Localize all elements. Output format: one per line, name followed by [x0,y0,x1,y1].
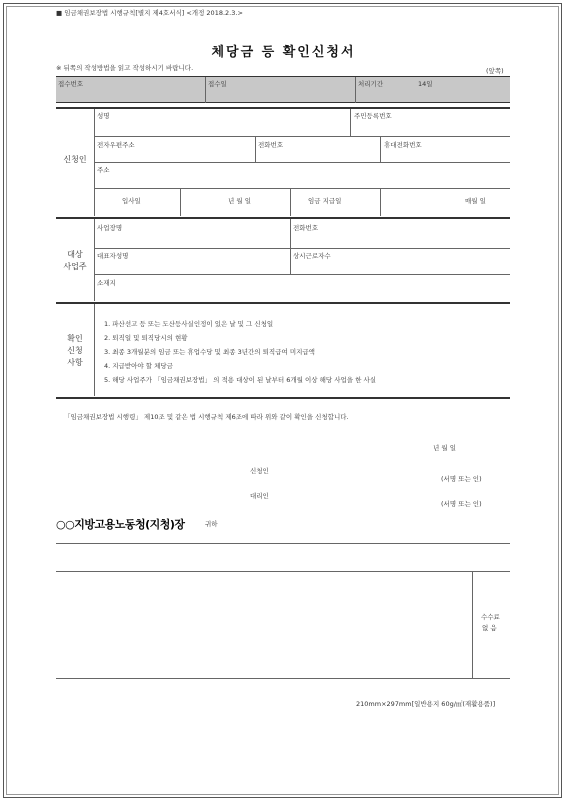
fee-value: 없 음 [482,624,497,632]
employer-phone-label: 전화번호 [293,224,319,232]
confirm-item: 2. 퇴직일 및 퇴직당시의 현황 [104,334,188,342]
form-reference: ■ 임금채권보장법 시행규칙[별지 제4호서식] <개정 2018.2.3.> [56,9,243,17]
confirm-section-label-1: 확인 [67,334,83,343]
confirm-section-label-3: 사항 [67,358,83,367]
agent-sign-label: 대리인 [250,492,269,500]
receipt-bar [56,76,510,103]
resident-id-label: 주민등록번호 [354,112,392,120]
email-label: 전자우편주소 [97,141,135,149]
confirm-item: 1. 파산선고 등 또는 도산등사실인정이 있은 날 및 그 신청일 [104,320,274,328]
confirm-item: 5. 해당 사업주가 「임금채권보장법」 의 적용 대상이 된 날부터 6개월 이상 해당 사업을 한 사실 [104,376,377,384]
form-title: 체당금 등 확인신청서 [211,45,356,60]
phone-label: 전화번호 [258,141,284,149]
receipt-number-label: 접수번호 [58,80,84,88]
instruction-note: ※ 뒤쪽의 작성방법을 읽고 작성하시기 바랍니다. [56,64,194,72]
receipt-date-label: 접수일 [208,80,227,88]
business-name-label: 사업장명 [97,224,123,232]
applicant-sign-label: 신청인 [250,467,269,475]
processing-period-label: 처리기간 [358,80,384,88]
mobile-label: 휴대전화번호 [384,141,422,149]
confirm-item: 4. 지급받아야 할 체당금 [104,362,173,370]
fee-label: 수수료 [481,613,500,621]
location-label: 소재지 [97,279,116,287]
employer-section-label-2: 사업주 [63,262,87,271]
processing-period-value: 14일 [418,80,433,88]
page-inner-border [6,6,559,795]
paper-spec: 210mm×297mm[일반용지 60g/㎡(재활용품)] [356,700,496,708]
employer-section-label-1: 대상 [67,250,83,259]
applicant-signature-field[interactable]: (서명 또는 인) [441,475,482,483]
employee-count-label: 상시근로자수 [293,252,331,260]
hire-date-label: 입사일 [122,197,141,205]
applicant-section-label: 신청인 [63,155,87,164]
hire-date-value: 년 월 일 [228,197,251,205]
honorific: 귀하 [205,520,218,528]
applicant-name-label: 성명 [97,112,110,120]
wage-payday-label: 임금 지급일 [308,197,342,205]
declaration-statement: 「임금채권보장법 시행령」 제10조 및 같은 법 시행규칙 제6조에 따라 위와 같이 확인을 신청합니다. [64,413,349,421]
address-label: 주소 [97,166,110,174]
representative-name-label: 대표자성명 [97,252,129,260]
confirm-item: 3. 최종 3개월분의 임금 또는 휴업수당 및 최종 3년간의 퇴직급여 미지급액 [104,348,315,356]
page-indicator: (앞쪽) [486,67,504,75]
wage-payday-value: 매월 일 [465,197,486,205]
declaration-date: 년 월 일 [433,444,456,452]
recipient-office: ○○지방고용노동청(지청)장 [56,518,185,531]
agent-signature-field[interactable]: (서명 또는 인) [441,500,482,508]
confirm-section-label-2: 신청 [67,346,83,355]
